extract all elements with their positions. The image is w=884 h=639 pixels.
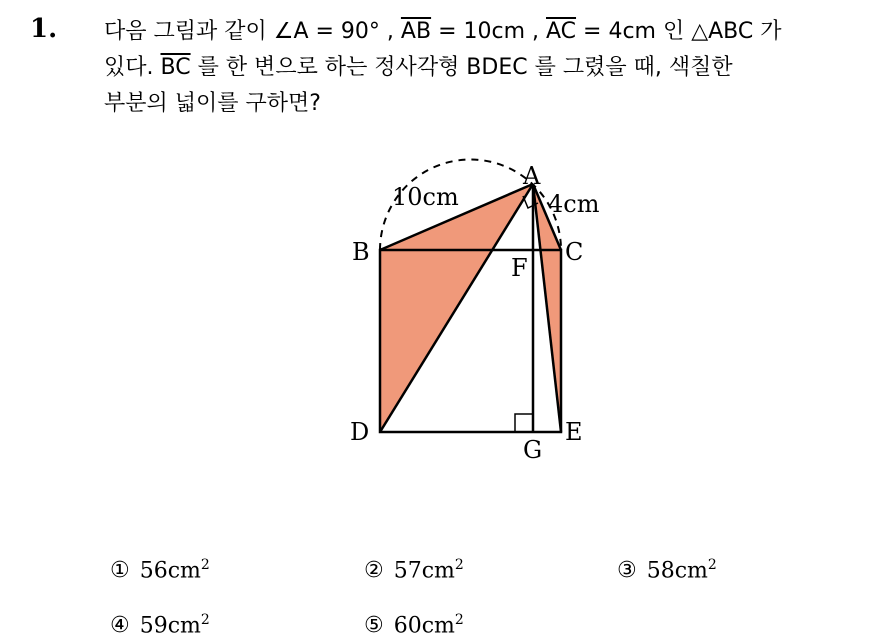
choice-2[interactable] [364, 557, 464, 583]
choice-2-exponent: 2 [454, 557, 464, 573]
choice-4-mark: ④ [110, 613, 130, 639]
choice-5-exponent: 2 [454, 612, 464, 628]
choice-5-value: 60cm [393, 613, 455, 639]
question-line-2 [104, 50, 874, 86]
question-line1-mid2: = 4cm 인 △ABC 가 [576, 19, 782, 44]
question-line1-mid1: = 10cm , [431, 19, 546, 44]
label-ac-length: 4cm [548, 190, 600, 218]
choice-3-value: 58cm [646, 558, 708, 584]
segment-ab: $\overline{AB}$ [400, 19, 432, 44]
segment-ac: $\overline{AC}$ [546, 19, 577, 44]
choice-4-exponent: 2 [200, 612, 210, 628]
question-line-1 [104, 14, 874, 50]
question-line1-prefix: 다음 그림과 같이 ∠A = 90° , [104, 19, 401, 44]
choice-5[interactable] [364, 612, 464, 638]
choice-1[interactable] [110, 557, 210, 583]
label-d: D [350, 418, 370, 446]
label-ab-length: 10cm [392, 183, 459, 211]
question-line-3: 부분의 넓이를 구하면? [104, 91, 321, 116]
choice-3-mark: ③ [617, 558, 637, 584]
geometry-figure [330, 150, 630, 470]
question-line2-rest: 를 한 변으로 하는 정사각형 BDEC 를 그렸을 때, 색칠한 [190, 55, 733, 80]
label-a: A [523, 162, 541, 190]
label-c: C [565, 238, 584, 266]
choice-2-value: 57cm [393, 558, 455, 584]
choice-1-mark: ① [110, 558, 130, 584]
question-line2-prefix: 있다. [104, 55, 161, 80]
segment-bc: $\overline{BC}$ [160, 55, 191, 80]
right-angle-mark-g [515, 414, 533, 432]
label-b: B [352, 238, 370, 266]
choice-4[interactable] [110, 612, 210, 638]
choice-2-mark: ② [364, 558, 384, 584]
choice-4-value: 59cm [139, 613, 201, 639]
choice-3-exponent: 2 [707, 557, 717, 573]
question-text [104, 14, 874, 122]
choice-1-exponent: 2 [200, 557, 210, 573]
choice-3[interactable] [617, 557, 717, 583]
question-number: 1. [30, 14, 58, 44]
choice-5-mark: ⑤ [364, 613, 384, 639]
label-f: F [511, 254, 528, 282]
label-e: E [565, 418, 583, 446]
label-g: G [523, 436, 543, 464]
choice-1-value: 56cm [139, 558, 201, 584]
